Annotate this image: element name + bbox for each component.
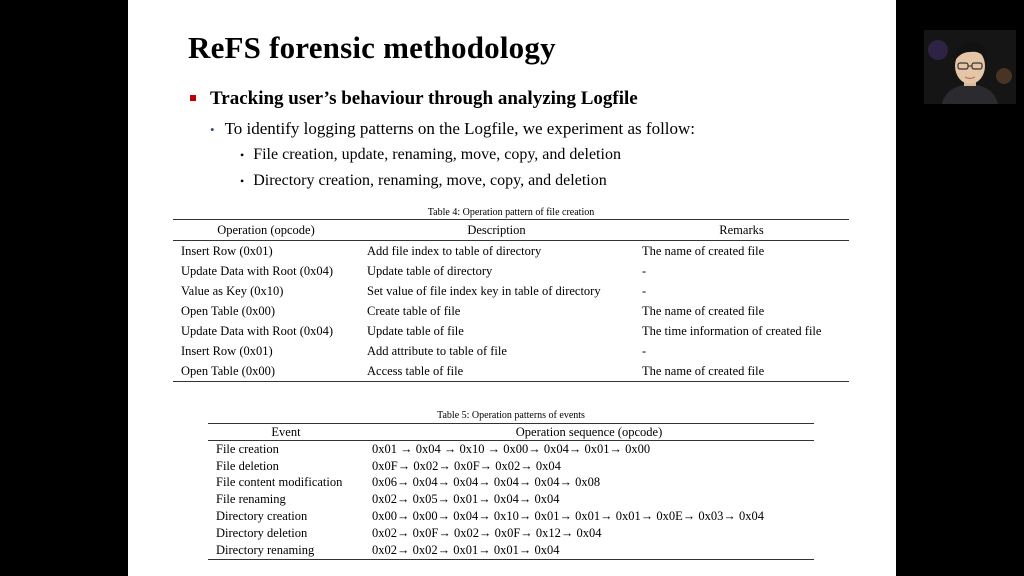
bullet-dot-icon: •: [240, 174, 245, 188]
table-row: [173, 321, 849, 341]
table-row: [208, 491, 814, 508]
table-cell: Insert Row (0x01): [181, 343, 273, 358]
table-cell: File renaming: [216, 492, 286, 507]
column-header: Operation (opcode): [173, 220, 359, 241]
table-row: [173, 261, 849, 281]
table-cell: -: [642, 343, 647, 358]
column-header: Operation sequence (opcode): [364, 424, 814, 441]
main-bullet: [190, 88, 638, 110]
table-row: [208, 475, 814, 492]
table-cell: -: [642, 283, 647, 298]
table-header-row: [173, 220, 849, 241]
table-cell: 0x02→ 0x05→ 0x01→ 0x04→ 0x04: [372, 492, 560, 507]
table-row: [173, 361, 849, 382]
table-cell: Update Data with Root (0x04): [181, 323, 334, 338]
table5-operation-patterns-events: [208, 423, 814, 560]
table-row: [173, 241, 849, 262]
table-cell: File content modification: [216, 475, 343, 490]
table-row: [173, 301, 849, 321]
table4-operation-pattern: [173, 219, 849, 382]
table-cell: Create table of file: [367, 303, 461, 318]
table-cell: File deletion: [216, 458, 279, 473]
table-row: [208, 441, 814, 458]
column-header: Event: [208, 424, 364, 441]
table-cell: Add file index to table of directory: [367, 243, 542, 258]
table-cell: 0x06→ 0x04→ 0x04→ 0x04→ 0x04→ 0x08: [372, 475, 601, 490]
table-cell: File creation: [216, 441, 279, 456]
table-cell: Update table of directory: [367, 263, 493, 278]
table-cell: -: [642, 263, 647, 278]
table-cell: 0x02→ 0x0F→ 0x02→ 0x0F→ 0x12→ 0x04: [372, 525, 602, 540]
table-cell: Open Table (0x00): [181, 303, 276, 318]
table-cell: Directory creation: [216, 509, 308, 524]
table4-caption: Table 4: Operation pattern of file creation: [427, 207, 595, 218]
table-cell: Add attribute to table of file: [367, 343, 507, 358]
table-header-row: [208, 424, 814, 441]
table-row: [208, 525, 814, 542]
sub-bullet-text: File creation, update, renaming, move, copy, and deletion: [253, 146, 621, 163]
slide-title: ReFS forensic methodology: [188, 30, 556, 65]
table-cell: Open Table (0x00): [173, 361, 359, 382]
sub-bullet-directory: [240, 172, 607, 190]
table-cell: Directory deletion: [216, 525, 308, 540]
table-row: [173, 341, 849, 361]
presentation-slide: [128, 0, 896, 576]
table-cell: Update Data with Root (0x04): [181, 263, 334, 278]
square-bullet-icon: [190, 95, 196, 101]
table-cell: Set value of file index key in table of directory: [367, 283, 601, 298]
column-header: Description: [359, 220, 634, 241]
sub-bullet-file: [240, 146, 621, 164]
table-cell: The name of created file: [634, 361, 849, 382]
table-cell: 0x02→ 0x02→ 0x01→ 0x01→ 0x04: [364, 542, 814, 559]
table-cell: The name of created file: [642, 243, 765, 258]
table-cell: Insert Row (0x01): [181, 243, 273, 258]
table-cell: 0x01 → 0x04 → 0x10 → 0x00→ 0x04→ 0x01→ 0x00: [372, 441, 651, 456]
bullet-dot-icon: •: [240, 148, 245, 162]
second-level-bullet: [210, 119, 695, 139]
table-cell: Update table of file: [367, 323, 464, 338]
table-row: [173, 281, 849, 301]
main-bullet-text: Tracking user’s behaviour through analyzing Logfile: [210, 88, 638, 109]
table-row: [208, 542, 814, 559]
table-cell: 0x00→ 0x00→ 0x04→ 0x10→ 0x01→ 0x01→ 0x01→ 0x0E→ 0x03→ 0x04: [372, 509, 765, 524]
table5-caption: Table 5: Operation patterns of events: [437, 410, 585, 421]
table-cell: The time information of created file: [642, 323, 822, 338]
table-cell: The name of created file: [642, 303, 765, 318]
table-row: [208, 508, 814, 525]
presenter-webcam-video: [924, 30, 1016, 104]
column-header: Remarks: [634, 220, 849, 241]
presenter-avatar-icon: [924, 30, 1016, 104]
table-cell: Access table of file: [359, 361, 634, 382]
sub-bullet-text: Directory creation, renaming, move, copy, and deletion: [253, 172, 607, 189]
table-cell: Directory renaming: [208, 542, 364, 559]
bullet-dot-icon: •: [210, 122, 215, 137]
table-row: [208, 458, 814, 475]
table-cell: Value as Key (0x10): [181, 283, 284, 298]
second-level-bullet-text: To identify logging patterns on the Logfile, we experiment as follow:: [224, 119, 696, 138]
table-cell: 0x0F→ 0x02→ 0x0F→ 0x02→ 0x04: [372, 458, 561, 473]
